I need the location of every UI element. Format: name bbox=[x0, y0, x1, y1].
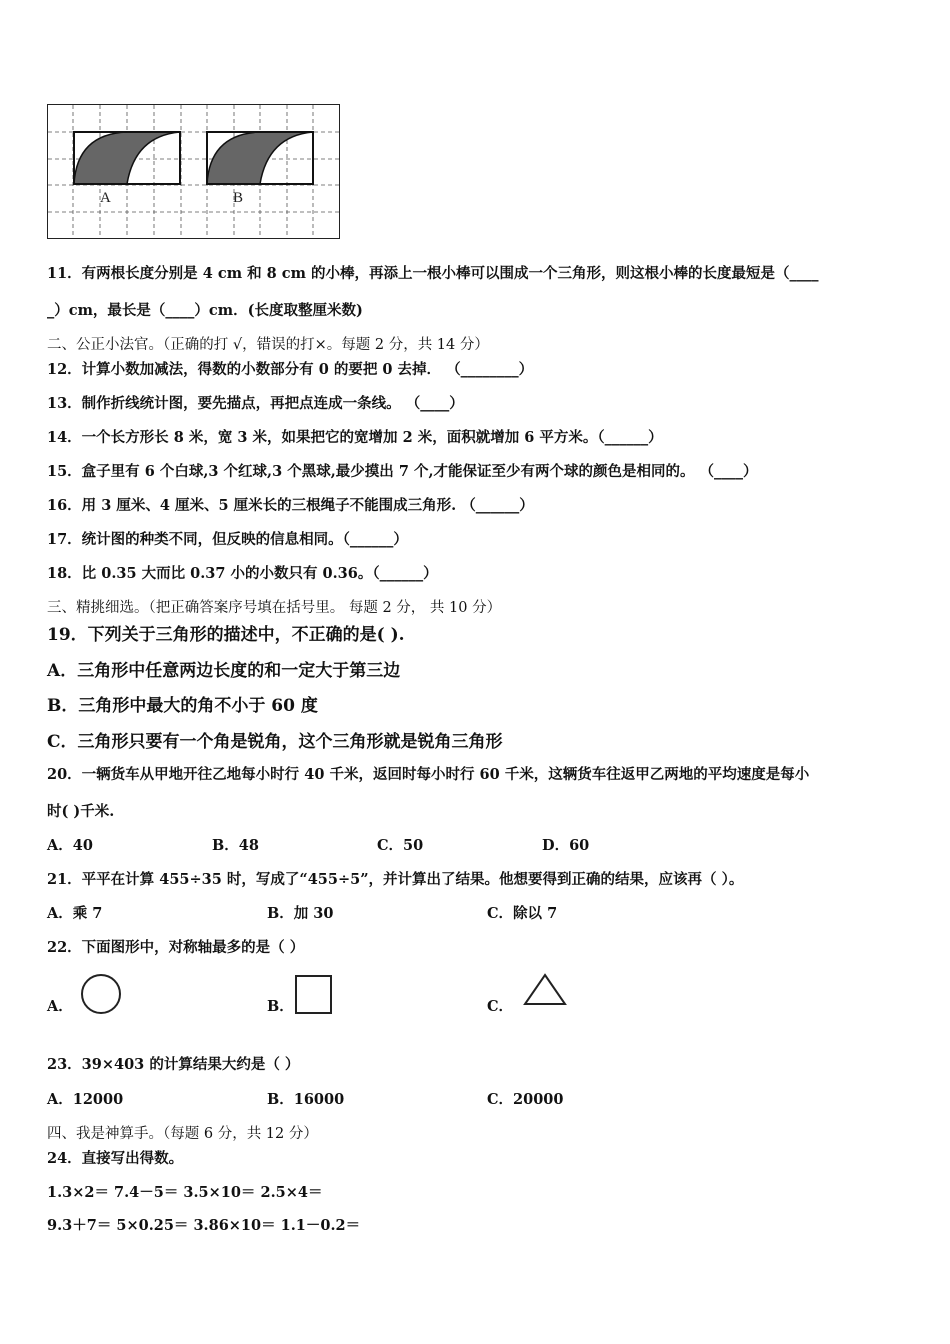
q20-option-d: D．60 bbox=[542, 837, 590, 854]
q13: 13．制作折线统计图，要先描点，再把点连成一条线。 （____） bbox=[47, 395, 464, 412]
q11-line2: _）cm，最长是（____）cm．(长度取整厘米数) bbox=[47, 302, 363, 319]
section3-heading: 三、精挑细选。（把正确答案序号填在括号里。 每题 2 分， 共 10 分） bbox=[47, 600, 502, 616]
label-b: B bbox=[233, 190, 244, 206]
q22-option-a: A． bbox=[47, 998, 73, 1015]
q21-stem: 21．平平在计算 455÷35 时，写成了“455÷5”，并计算出了结果。他想要得到正确的结果，应该再（ ）。 bbox=[47, 871, 744, 888]
q15: 15．盒子里有 6 个白球,3 个红球,3 个黑球,最少摸出 7 个,才能保证至少有两个球的颜色是相同的。 （____） bbox=[47, 463, 758, 480]
q21-option-c: C．除以 7 bbox=[487, 905, 558, 922]
q24-row1: 1.3×2＝ 7.4－5＝ 3.5×10＝ 2.5×4＝ bbox=[47, 1184, 323, 1201]
q22-option-b: B． bbox=[267, 998, 294, 1015]
q21-option-a: A．乘 7 bbox=[47, 905, 103, 922]
q20-line2: 时( )千米. bbox=[47, 803, 115, 820]
q23-option-a: A．12000 bbox=[47, 1091, 124, 1108]
q23-option-b: B．16000 bbox=[267, 1091, 345, 1108]
section2-heading: 二、公正小法官。（正确的打 √，错误的打×。每题 2 分，共 14 分） bbox=[47, 337, 489, 353]
q22-option-c: C． bbox=[487, 998, 514, 1015]
q24-row2: 9.3＋7＝ 5×0.25＝ 3.86×10＝ 1.1－0.2＝ bbox=[47, 1217, 361, 1234]
q22-stem: 22．下面图形中，对称轴最多的是（ ） bbox=[47, 939, 305, 956]
triangle-shape-icon bbox=[522, 972, 568, 1008]
q24-stem: 24．直接写出得数。 bbox=[47, 1150, 184, 1167]
grid-figure bbox=[47, 104, 341, 240]
q14: 14．一个长方形长 8 米，宽 3 米，如果把它的宽增加 2 米，面积就增加 6 平方米。（______） bbox=[47, 429, 663, 446]
circle-shape-icon bbox=[79, 972, 123, 1016]
section4-heading: 四、我是神算手。（每题 6 分，共 12 分） bbox=[47, 1126, 318, 1142]
q21-option-b: B．加 30 bbox=[267, 905, 334, 922]
q23-option-c: C．20000 bbox=[487, 1091, 564, 1108]
q11-line1: 11．有两根长度分别是 4 cm 和 8 cm 的小棒，再添上一根小棒可以围成一个三角形，则这根小棒的长度最短是（____ bbox=[47, 265, 819, 282]
q23-stem: 23．39×403 的计算结果大约是（ ） bbox=[47, 1056, 300, 1073]
q20-option-b: B．48 bbox=[212, 837, 259, 854]
label-a: A bbox=[100, 190, 111, 206]
square-shape-icon bbox=[294, 974, 334, 1016]
q18: 18．比 0.35 大而比 0.37 小的小数只有 0.36。（______） bbox=[47, 565, 438, 582]
q20-option-a: A．40 bbox=[47, 837, 93, 854]
q19-stem: 19．下列关于三角形的描述中，不正确的是( ). bbox=[47, 625, 405, 645]
q20-line1: 20．一辆货车从甲地开往乙地每小时行 40 千米，返回时每小时行 60 千米，这辆货车往返甲乙两地的平均速度是每小 bbox=[47, 766, 810, 783]
q16: 16．用 3 厘米、4 厘米、5 厘米长的三根绳子不能围成三角形. （______） bbox=[47, 497, 534, 514]
q17: 17．统计图的种类不同，但反映的信息相同。（______） bbox=[47, 531, 408, 548]
q12: 12．计算小数加减法，得数的小数部分有 0 的要把 0 去掉． （________） bbox=[47, 361, 534, 378]
q20-option-c: C．50 bbox=[377, 837, 424, 854]
q19-option-a: A．三角形中任意两边长度的和一定大于第三边 bbox=[47, 661, 401, 681]
q19-option-b: B．三角形中最大的角不小于 60 度 bbox=[47, 696, 318, 716]
q19-option-c: C．三角形只要有一个角是锐角，这个三角形就是锐角三角形 bbox=[47, 732, 503, 752]
